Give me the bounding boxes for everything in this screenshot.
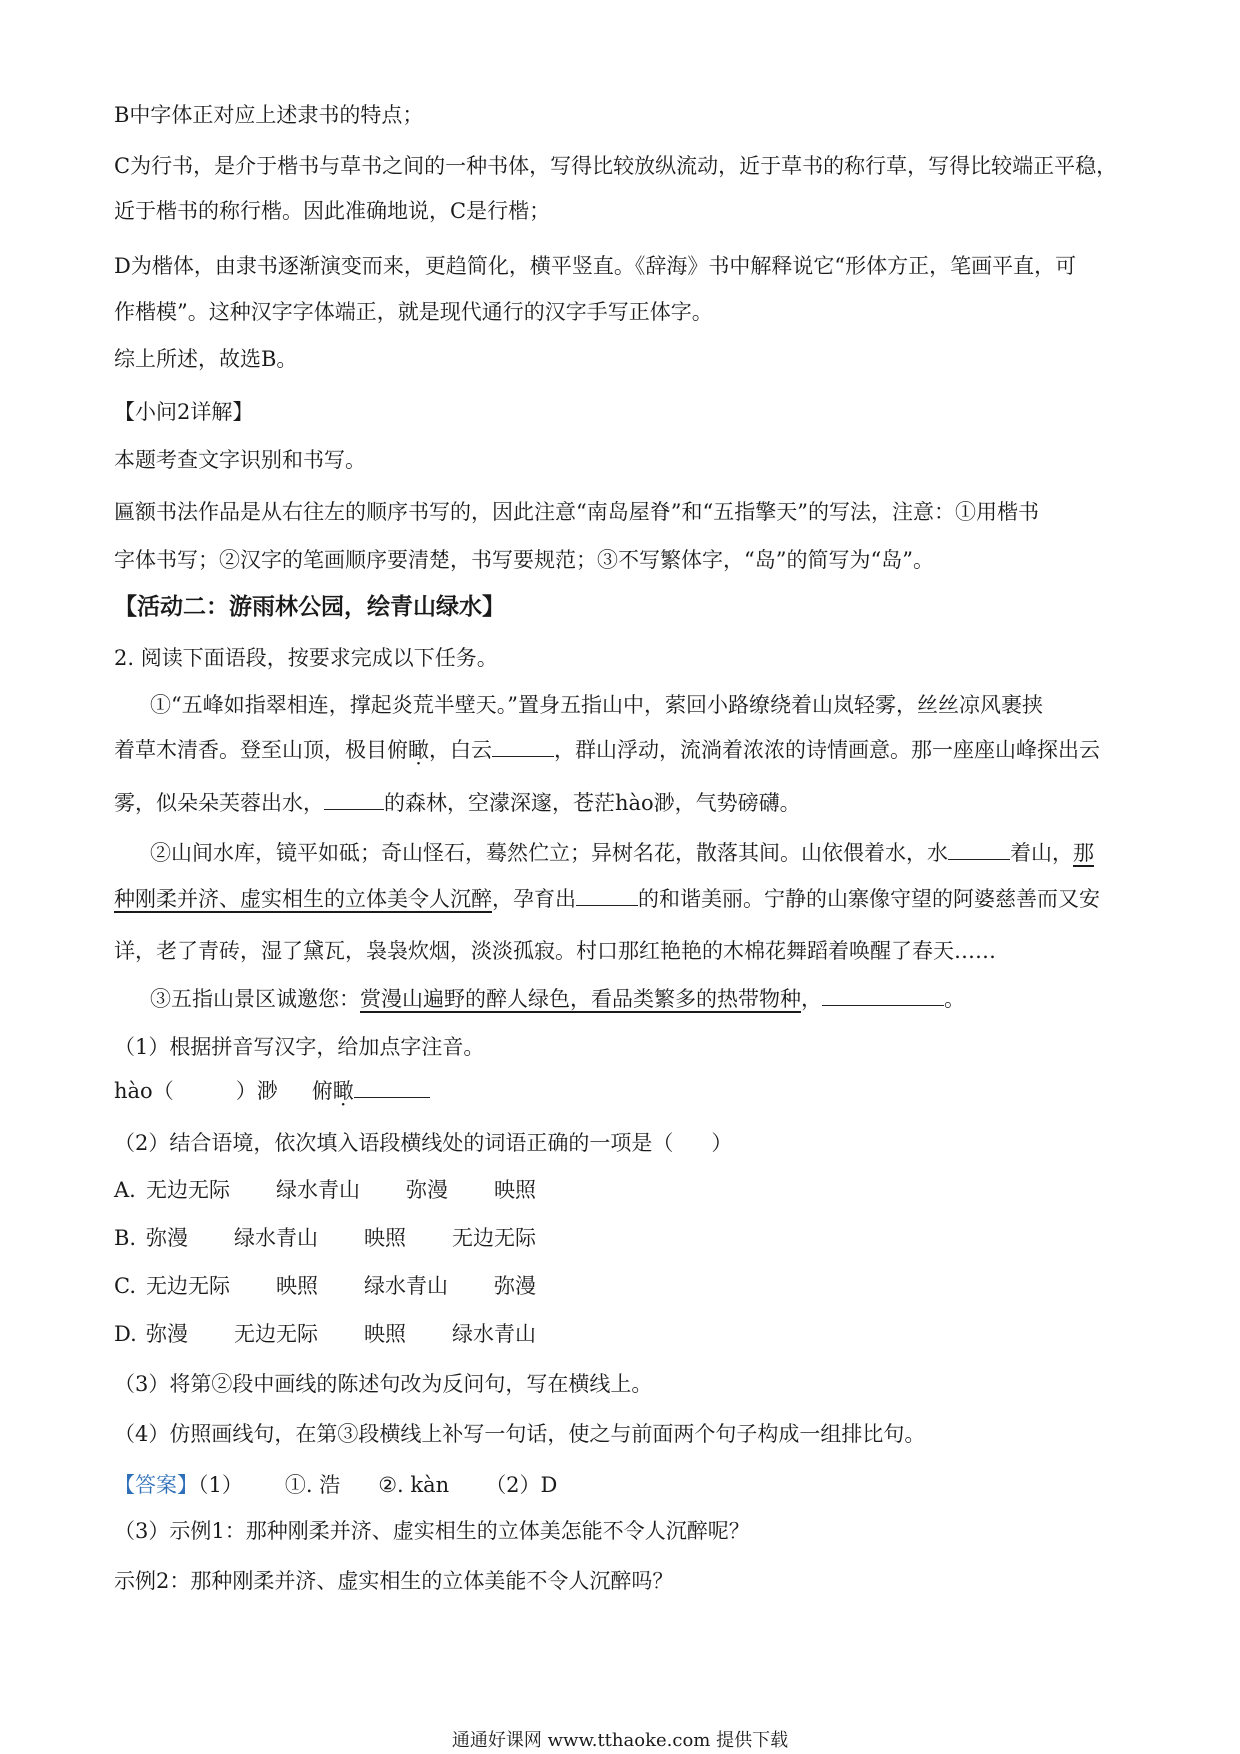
sub-question-blanks: hào（ ）渺 俯瞰 [114, 1075, 430, 1106]
section-label: 【小问2详解】 [114, 400, 254, 424]
sub-question: （2）结合语境，依次填入语段横线处的词语正确的一项是（ ） [114, 1131, 733, 1155]
sub-question: （1）根据拼音写汉字，给加点字注音。 [114, 1035, 485, 1059]
dotted-char: 瞰 [332, 1079, 354, 1103]
sub-question: （3）将第②段中画线的陈述句改为反问句，写在横线上。 [114, 1372, 653, 1396]
passage-line: 详，老了青砖，湿了黛瓦，袅袅炊烟，淡淡孤寂。村口那红艳艳的木棉花舞蹈着唤醒了春天…… [114, 939, 996, 963]
underlined-sentence: 赏漫山遍野的醉人绿色，看品类繁多的热带物种 [360, 987, 801, 1011]
answer-example: （3）示例1：那种刚柔并济、虚实相生的立体美怎能不令人沉醉呢？ [114, 1519, 750, 1543]
text-line: 作楷模”。这种汉字字体端正，就是现代通行的汉字手写正体字。 [114, 300, 713, 324]
passage-line: ①“五峰如指翠相连，撑起炎荒半壁天。”置身五指山中，萦回小路缭绕着山岚轻雾，丝丝凉风裹挟 [150, 693, 1043, 717]
underlined-sentence: 种刚柔并济、虚实相生的立体美令人沉醉 [114, 887, 492, 911]
text-line: D为楷体，由隶书逐渐演变而来，更趋简化，横平竖直。《辞海》书中解释说它“形体方正，笔画平直，可 [114, 254, 1077, 278]
underlined-sentence: 那 [1073, 841, 1094, 865]
fill-blank [576, 883, 638, 906]
question-intro: 2. 阅读下面语段，按要求完成以下任务。 [114, 646, 498, 670]
answer-tag: 【答案】 [114, 1473, 198, 1497]
answer-example: 示例2：那种刚柔并济、虚实相生的立体美能不令人沉醉吗？ [114, 1569, 674, 1593]
passage-line: 着草木清香。登至山顶，极目俯瞰，白云 ，群山浮动，流淌着浓浓的诗情画意。那一座座山峰探出云 [114, 734, 1100, 765]
passage-line: ②山间水库，镜平如砥；奇山怪石，蓦然伫立；异树名花，散落其间。山依偎着水，水 着山，那 [150, 837, 1094, 868]
fill-blank [822, 983, 944, 1006]
option-c: C. 无边无际 映照 绿水青山 弥漫 [114, 1274, 536, 1298]
text-line: C为行书，是介于楷书与草书之间的一种书体，写得比较放纵流动，近于草书的称行草，写得比较端正平稳， [114, 154, 1118, 178]
answer-line: 【答案】（1） ①. 浩 ②. kàn （2）D [114, 1473, 558, 1497]
option-b: B. 弥漫 绿水青山 映照 无边无际 [114, 1226, 536, 1250]
text-line: 近于楷书的称行楷。因此准确地说，C是行楷； [114, 199, 551, 223]
sub-question: （4）仿照画线句，在第③段横线上补写一句话，使之与前面两个句子构成一组排比句。 [114, 1422, 926, 1446]
text-line: 字体书写；②汉字的笔画顺序要清楚，书写要规范；③不写繁体字，“岛”的简写为“岛”。 [114, 548, 934, 572]
text-line: 本题考查文字识别和书写。 [114, 448, 366, 472]
activity-heading: 【活动二：游雨林公园，绘青山绿水】 [114, 594, 505, 620]
text-line: 综上所述，故选B。 [114, 347, 298, 371]
option-a: A. 无边无际 绿水青山 弥漫 映照 [114, 1178, 536, 1202]
option-d: D. 弥漫 无边无际 映照 绿水青山 [114, 1322, 536, 1346]
dotted-char: 瞰 [408, 738, 429, 762]
fill-blank [354, 1075, 430, 1098]
text-line: 匾额书法作品是从右往左的顺序书写的，因此注意“南岛屋脊”和“五指擎天”的写法，注意：①用楷书 [114, 500, 1039, 524]
passage-line: ③五指山景区诚邀您：赏漫山遍野的醉人绿色，看品类繁多的热带物种， 。 [150, 983, 965, 1014]
page-footer: 通通好课网 www.tthaoke.com 提供下载 [451, 1730, 789, 1751]
passage-line: 雾，似朵朵芙蓉出水， 的森林，空濛深邃，苍茫hào渺，气势磅礴。 [114, 787, 801, 818]
fill-blank [948, 837, 1010, 860]
fill-blank [492, 734, 554, 757]
fill-blank [324, 787, 384, 810]
passage-line: 种刚柔并济、虚实相生的立体美令人沉醉，孕育出 的和谐美丽。宁静的山寨像守望的阿婆慈善而又安 [114, 883, 1100, 914]
text-line: B中字体正对应上述隶书的特点； [114, 103, 424, 127]
